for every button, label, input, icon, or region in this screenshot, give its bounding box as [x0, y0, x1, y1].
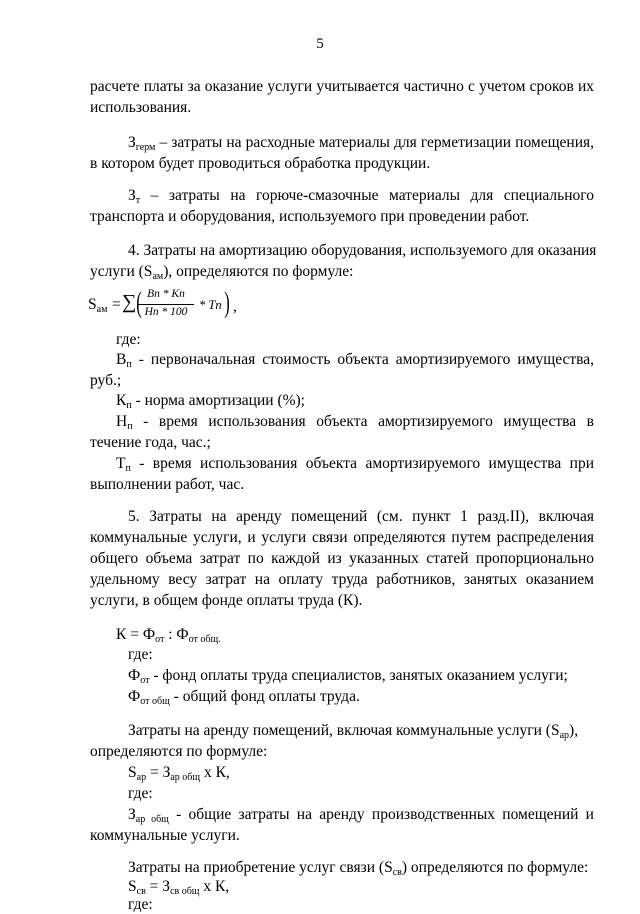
paragraph-line: транспорта и оборудования, используемого при проведении работ. [90, 208, 530, 225]
term-definition: $З_{ар общ}$ - общие затраты на аренду производственных помещений и [128, 806, 594, 825]
paragraph-line: выполнении работ, час. [90, 476, 245, 493]
sum-sign: ∑ [122, 291, 137, 313]
fraction-numerator: Bn * Kn [147, 288, 185, 300]
paragraph-line: Затраты на аренду помещений, включая коммунальные услуги $(S_{ар})$, [128, 722, 579, 741]
formula-comma: , [233, 298, 237, 315]
paragraph-line: коммунальные услуги, и услуги связи определяются путем распределения [90, 529, 594, 546]
term-definition: $Т_п$ - время использования объекта амортизируемого имущества при [116, 455, 594, 474]
where-label: где: [128, 896, 153, 913]
right-paren: ) [224, 286, 230, 319]
paragraph-line: удельному весу затрат на оплату труда работников, занятых оказанием [90, 571, 594, 588]
formula-lhs: $S_{ам}$ [88, 296, 108, 315]
where-label: где: [116, 331, 141, 348]
term-definition: $В_п$ - первоначальная стоимость объекта амортизируемого имущества, [116, 351, 594, 370]
paragraph-line: услуги, в общем фонде оплаты труда (К). [90, 592, 363, 609]
term-definition: $Н_п$ - время использования объекта амортизируемого имущества в [116, 413, 594, 432]
paragraph-line: коммунальные услуги. [90, 827, 240, 844]
paragraph-line: руб.; [90, 372, 122, 389]
paragraph-line: общего объема затрат по каждой из указанных статей пропорционально [90, 550, 594, 567]
k-formula: $К = Ф_{от}$ : $Ф_{от общ.}$ [116, 626, 221, 645]
term-definition: $Ф_{от}$ - фонд оплаты труда специалистов, занятых оказанием услуги; [128, 667, 568, 686]
where-label: где: [128, 785, 153, 802]
paragraph-line: в котором будет проводиться обработка продукции. [90, 155, 431, 172]
page-number: 5 [316, 36, 324, 52]
term-definition: $З_т$ – затраты на горюче-смазочные материалы для специального [128, 187, 594, 206]
term-definition: $Ф_{от общ}$ - общий фонд оплаты труда. [128, 688, 360, 707]
rent-formula: $S_{ар} = З_{ар общ}$ х К, [128, 764, 230, 783]
paragraph-line: течение года, час.; [90, 434, 211, 451]
paragraph-line: 4. Затраты на амортизацию оборудования, используемого для оказания [128, 242, 597, 259]
term-definition: $К_п$ - норма амортизации (%); [116, 392, 305, 411]
formula-equals: = [112, 296, 121, 313]
fraction-denominator: Hn * 100 [144, 306, 188, 318]
paragraph-line: использования. [90, 99, 192, 116]
fraction-bar [138, 304, 194, 305]
paragraph-line: расчете платы за оказание услуги учитывается частично с учетом сроков их [90, 78, 594, 95]
amortization-formula [88, 284, 248, 324]
comm-formula: $S_{св} = З_{св общ}$ х К, [128, 878, 230, 897]
paragraph-line: Затраты на приобретение услуг связи $(S_{св})$ определяются по формуле: [128, 859, 589, 878]
paragraph-line: услуги $(S_{ам})$, определяются по формуле: [90, 263, 354, 282]
formula-tail: * Tn [199, 298, 222, 312]
paragraph-line: 5. Затраты на аренду помещений (см. пункт 1 разд.II), включая [128, 508, 594, 525]
term-definition: $З_{герм}$ – затраты на расходные материалы для герметизации помещения, [128, 134, 594, 153]
where-label: где: [128, 646, 153, 663]
left-paren: ( [136, 286, 142, 319]
paragraph-line: определяются по формуле: [90, 743, 268, 760]
